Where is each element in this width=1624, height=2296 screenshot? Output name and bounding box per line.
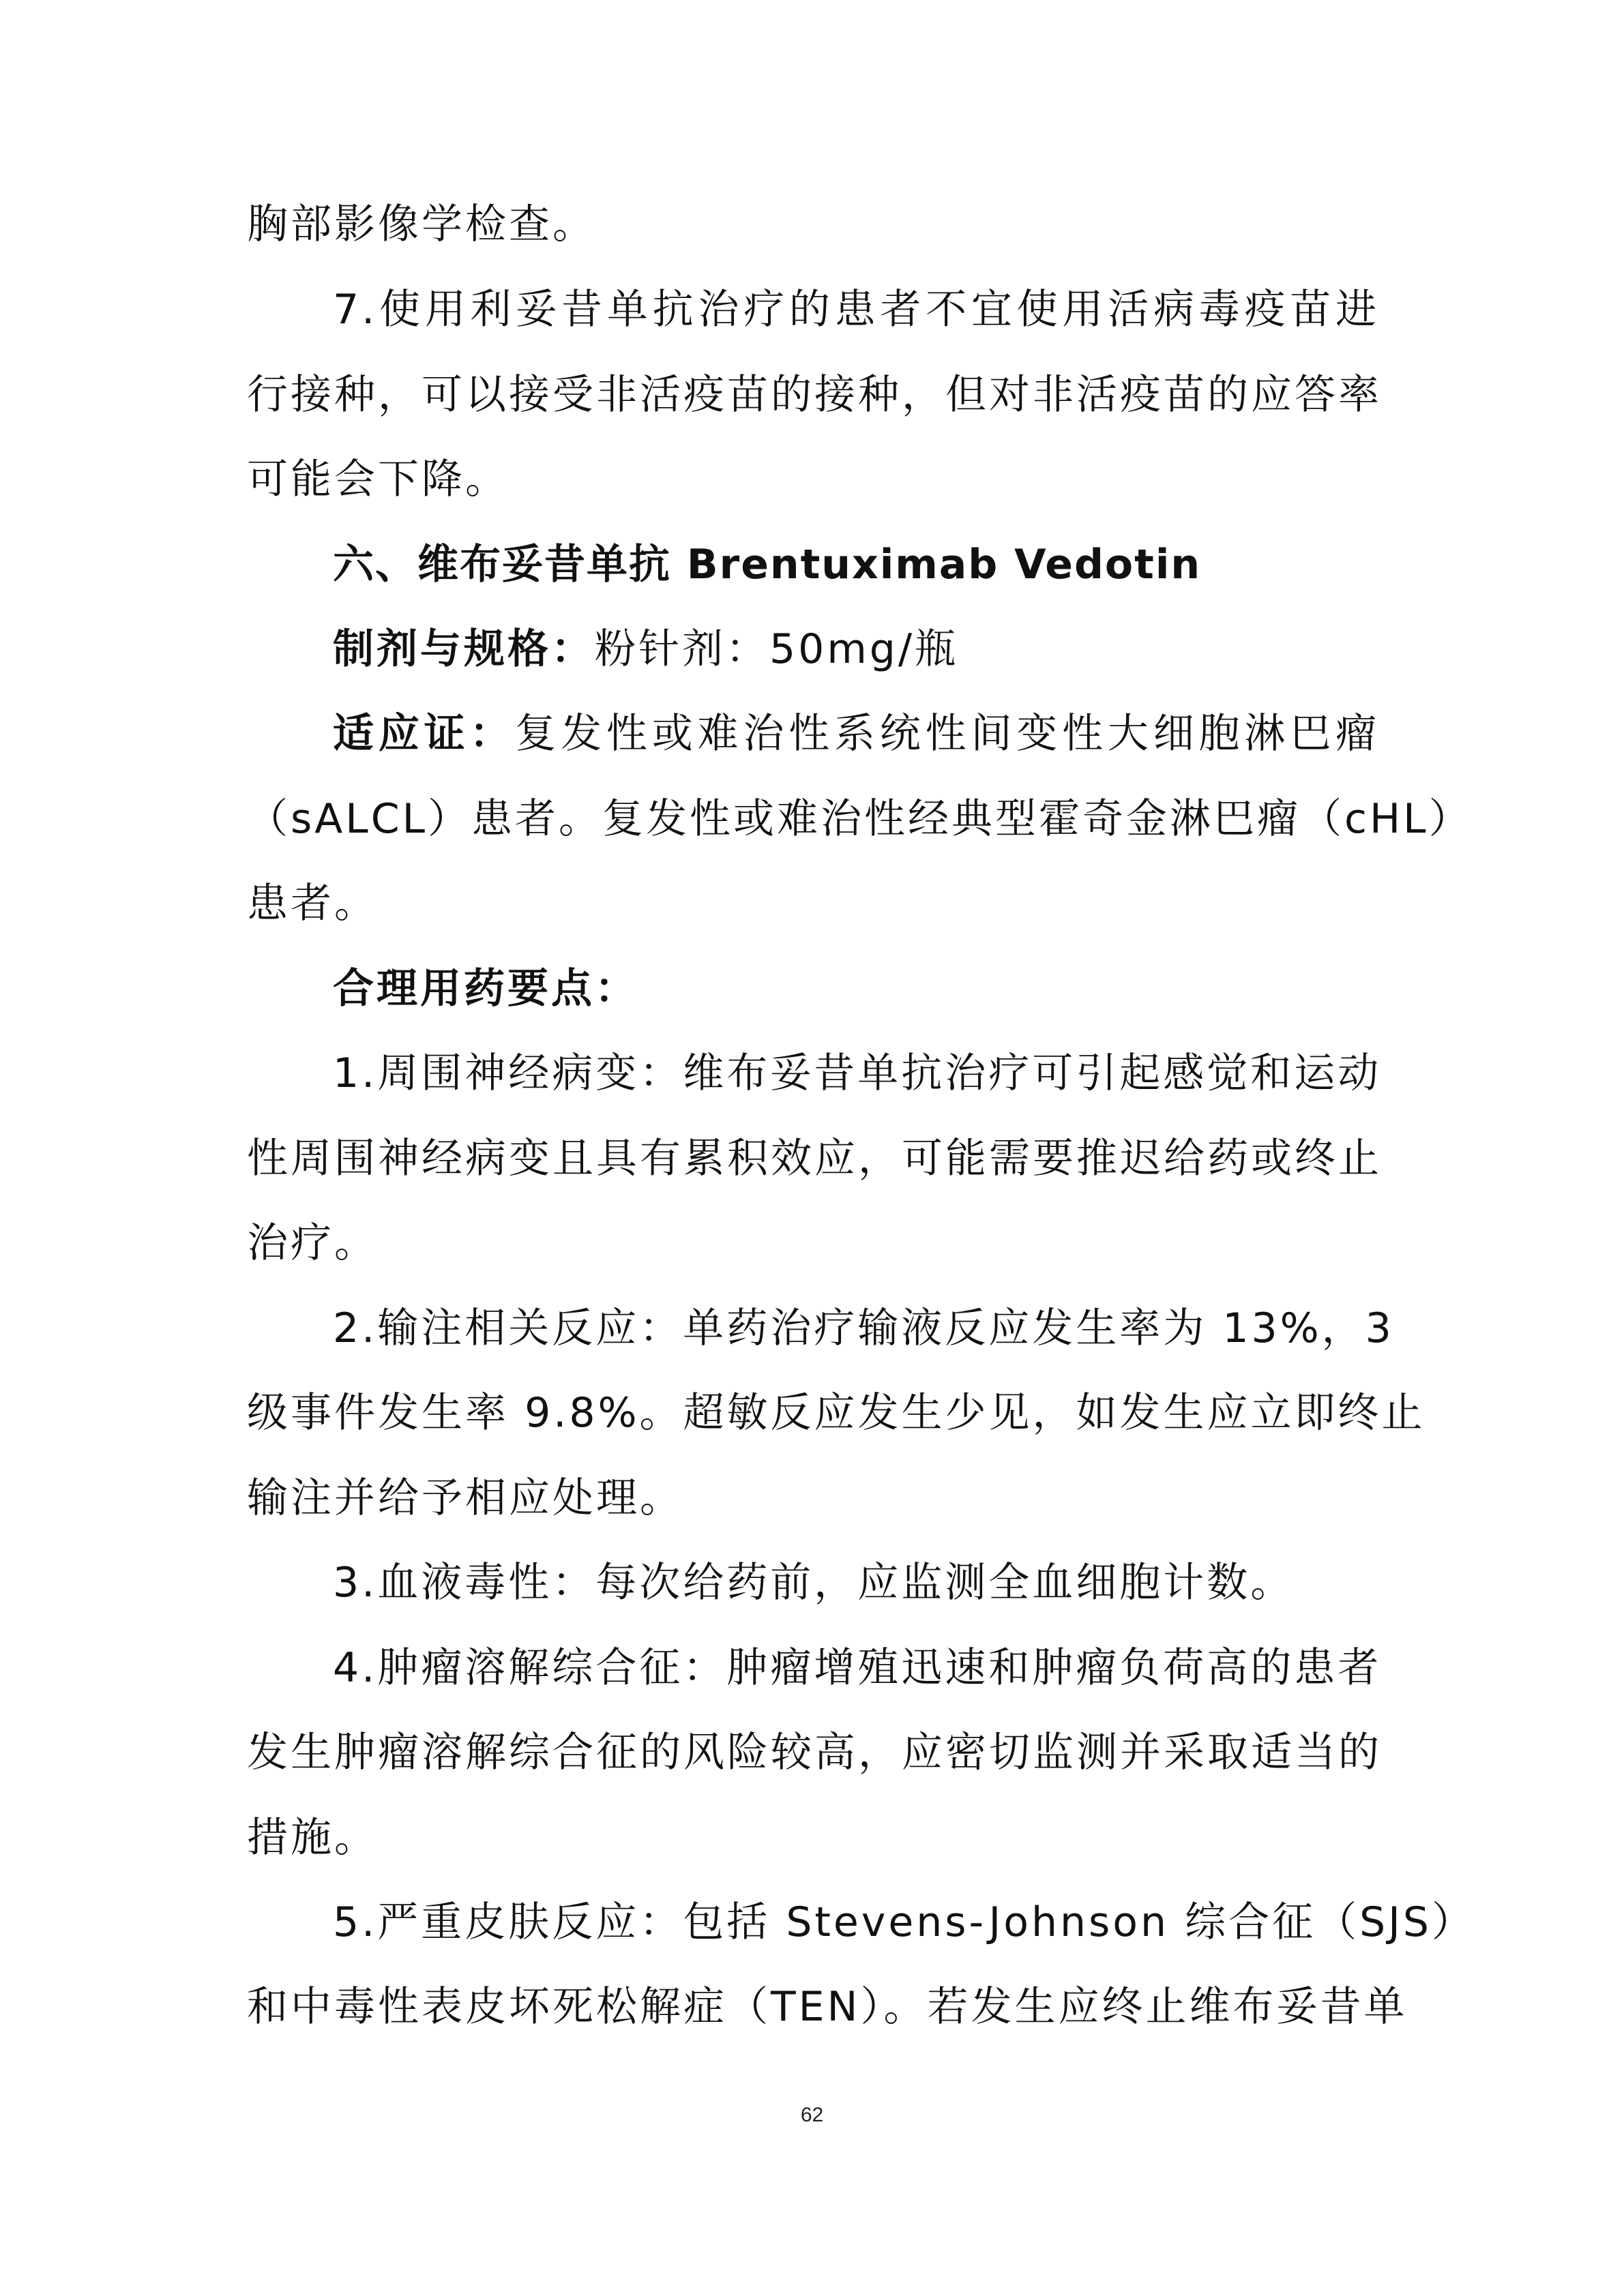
text-line: 1.周围神经病变：维布妥昔单抗治疗可引起感觉和运动	[333, 1049, 1382, 1097]
indication-label: 适应证：	[333, 710, 516, 758]
indication-value: 复发性或难治性系统性间变性大细胞淋巴瘤	[515, 710, 1380, 758]
text-line: （sALCL）患者。复发性或难治性经典型霍奇金淋巴瘤（cHL）	[247, 795, 1473, 843]
text-line: 行接种，可以接受非活疫苗的接种，但对非活疫苗的应答率	[247, 371, 1382, 419]
text-line: 和中毒性表皮坏死松解症（TEN）。若发生应终止维布妥昔单	[247, 1983, 1408, 2031]
text-line: 7.使用利妥昔单抗治疗的患者不宜使用活病毒疫苗进	[333, 286, 1379, 333]
text-line: 胸部影像学检查。	[247, 200, 596, 248]
text-line: 发生肿瘤溶解综合征的风险较高，应密切监测并采取适当的	[247, 1729, 1382, 1776]
text-line: 措施。	[247, 1814, 378, 1862]
page-number: 62	[800, 2104, 824, 2126]
text-line: 患者。	[247, 880, 378, 927]
text-line: 可能会下降。	[247, 456, 509, 503]
formulation-line	[333, 621, 1379, 678]
text-line: 性周围神经病变且具有累积效应，可能需要推迟给药或终止	[247, 1135, 1382, 1182]
text-line: 输注并给予相应处理。	[247, 1474, 683, 1522]
formulation-value: 粉针剂：50mg/瓶	[595, 625, 959, 673]
indication-line	[333, 705, 1379, 762]
text-line: 治疗。	[247, 1219, 378, 1267]
text-line: 4.肿瘤溶解综合征：肿瘤增殖迅速和肿瘤负荷高的患者	[333, 1644, 1382, 1692]
section-heading: 六、维布妥昔单抗 Brentuximab Vedotin	[333, 541, 1202, 588]
formulation-label: 制剂与规格：	[333, 625, 595, 673]
text-line: 5.严重皮肤反应：包括 Stevens-Johnson 综合征（SJS）	[333, 1898, 1475, 1946]
text-line: 2.输注相关反应：单药治疗输液反应发生率为 13%，3	[333, 1304, 1394, 1352]
subsection-heading: 合理用药要点：	[333, 965, 638, 1013]
text-line: 级事件发生率 9.8%。超敏反应发生少见，如发生应立即终止	[247, 1389, 1426, 1437]
text-line: 3.血液毒性：每次给药前，应监测全血细胞计数。	[333, 1559, 1295, 1607]
